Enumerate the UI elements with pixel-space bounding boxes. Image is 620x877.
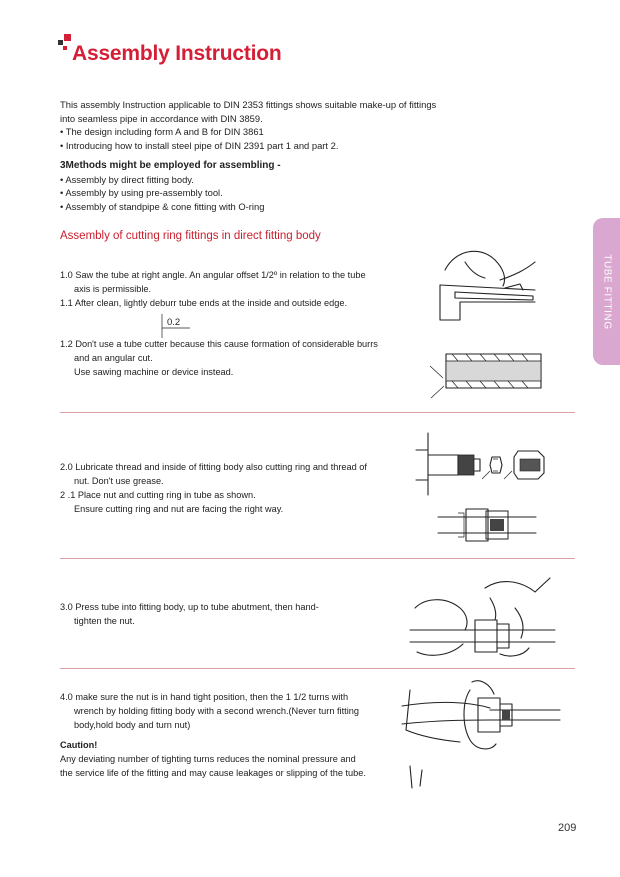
step-line: Use sawing machine or device instead.	[74, 367, 234, 377]
page-number: 209	[558, 822, 577, 834]
step-line: tighten the nut.	[74, 616, 135, 626]
step-line: 2 .1 Place nut and cutting ring in tube as shown.	[60, 490, 256, 500]
intro-line: This assembly Instruction applicable to DIN 2353 fittings shows suitable make-up of fittings	[60, 99, 437, 110]
intro-block	[60, 98, 460, 213]
side-tab[interactable]	[593, 218, 620, 365]
step-line: 1.1 After clean, lightly deburr tube ends at the inside and outside edge.	[60, 298, 348, 308]
tolerance-label: 0.2	[167, 317, 181, 328]
step-3-text	[60, 600, 319, 628]
page-title: Assembly Instruction	[72, 42, 282, 65]
method-item: • Assembly by using pre-assembly tool.	[60, 187, 223, 198]
caution-line: the service life of the fitting and may cause leakages or slipping of the tube.	[60, 768, 366, 778]
tube-section-illustration	[428, 348, 548, 400]
logo-square-red-small	[63, 46, 67, 50]
step-1-text	[60, 268, 366, 310]
section-divider	[60, 668, 575, 669]
step-line: body,hold body and turn nut)	[74, 720, 191, 730]
section-title: Assembly of cutting ring fittings in direct fitting body	[60, 230, 321, 242]
hand-tighten-illustration	[405, 568, 560, 658]
method-item: • Assembly by direct fitting body.	[60, 173, 194, 185]
methods-heading: 3Methods might be employed for assembling -	[60, 160, 281, 171]
logo-square-red	[64, 34, 71, 41]
caution-line: Any deviating number of tighting turns reduces the nominal pressure and	[60, 754, 356, 764]
step-4-text	[60, 690, 366, 780]
intro-bullet: • The design including form A and B for DIN 3861	[60, 126, 264, 137]
fitting-parts-illustration	[408, 425, 558, 550]
step-line: and an angular cut.	[74, 353, 153, 363]
step-line: nut. Don't use grease.	[74, 476, 164, 486]
step-line: 4.0 make sure the nut is in hand tight position, then the 1 1/2 turns with	[60, 692, 349, 702]
step-line: 3.0 Press tube into fitting body, up to tube abutment, then hand-	[60, 602, 319, 612]
intro-line: into seamless pipe in accordance with DIN 3859.	[60, 112, 263, 124]
sawing-illustration	[425, 240, 555, 335]
side-tab-label: TUBE FITTING	[601, 253, 612, 330]
method-item: • Assembly of standpipe & cone fitting with O-ring	[60, 200, 265, 212]
step-line: Ensure cutting ring and nut are facing the right way.	[74, 504, 284, 514]
step-line: wrench by holding fitting body with a second wrench.(Never turn fitting	[74, 706, 359, 716]
step-line: 1.2 Don't use a tube cutter because this cause formation of considerable burrs	[60, 339, 378, 349]
logo-square-dark	[58, 40, 63, 45]
wrench-illustration	[400, 680, 565, 790]
step-line: 1.0 Saw the tube at right angle. An angular offset 1/2º in relation to the tube	[60, 270, 366, 280]
caution-heading: Caution!	[60, 740, 98, 750]
section-divider	[60, 558, 575, 559]
step-2-text	[60, 460, 367, 516]
section-divider	[60, 412, 575, 413]
step-line: 2.0 Lubricate thread and inside of fitting body also cutting ring and thread of	[60, 462, 367, 472]
tolerance-marker	[150, 312, 200, 340]
intro-bullet: • Introducing how to install steel pipe of DIN 2391 part 1 and part 2.	[60, 139, 339, 151]
step-line: axis is permissible.	[74, 284, 152, 294]
step-1-2-text	[60, 337, 378, 379]
